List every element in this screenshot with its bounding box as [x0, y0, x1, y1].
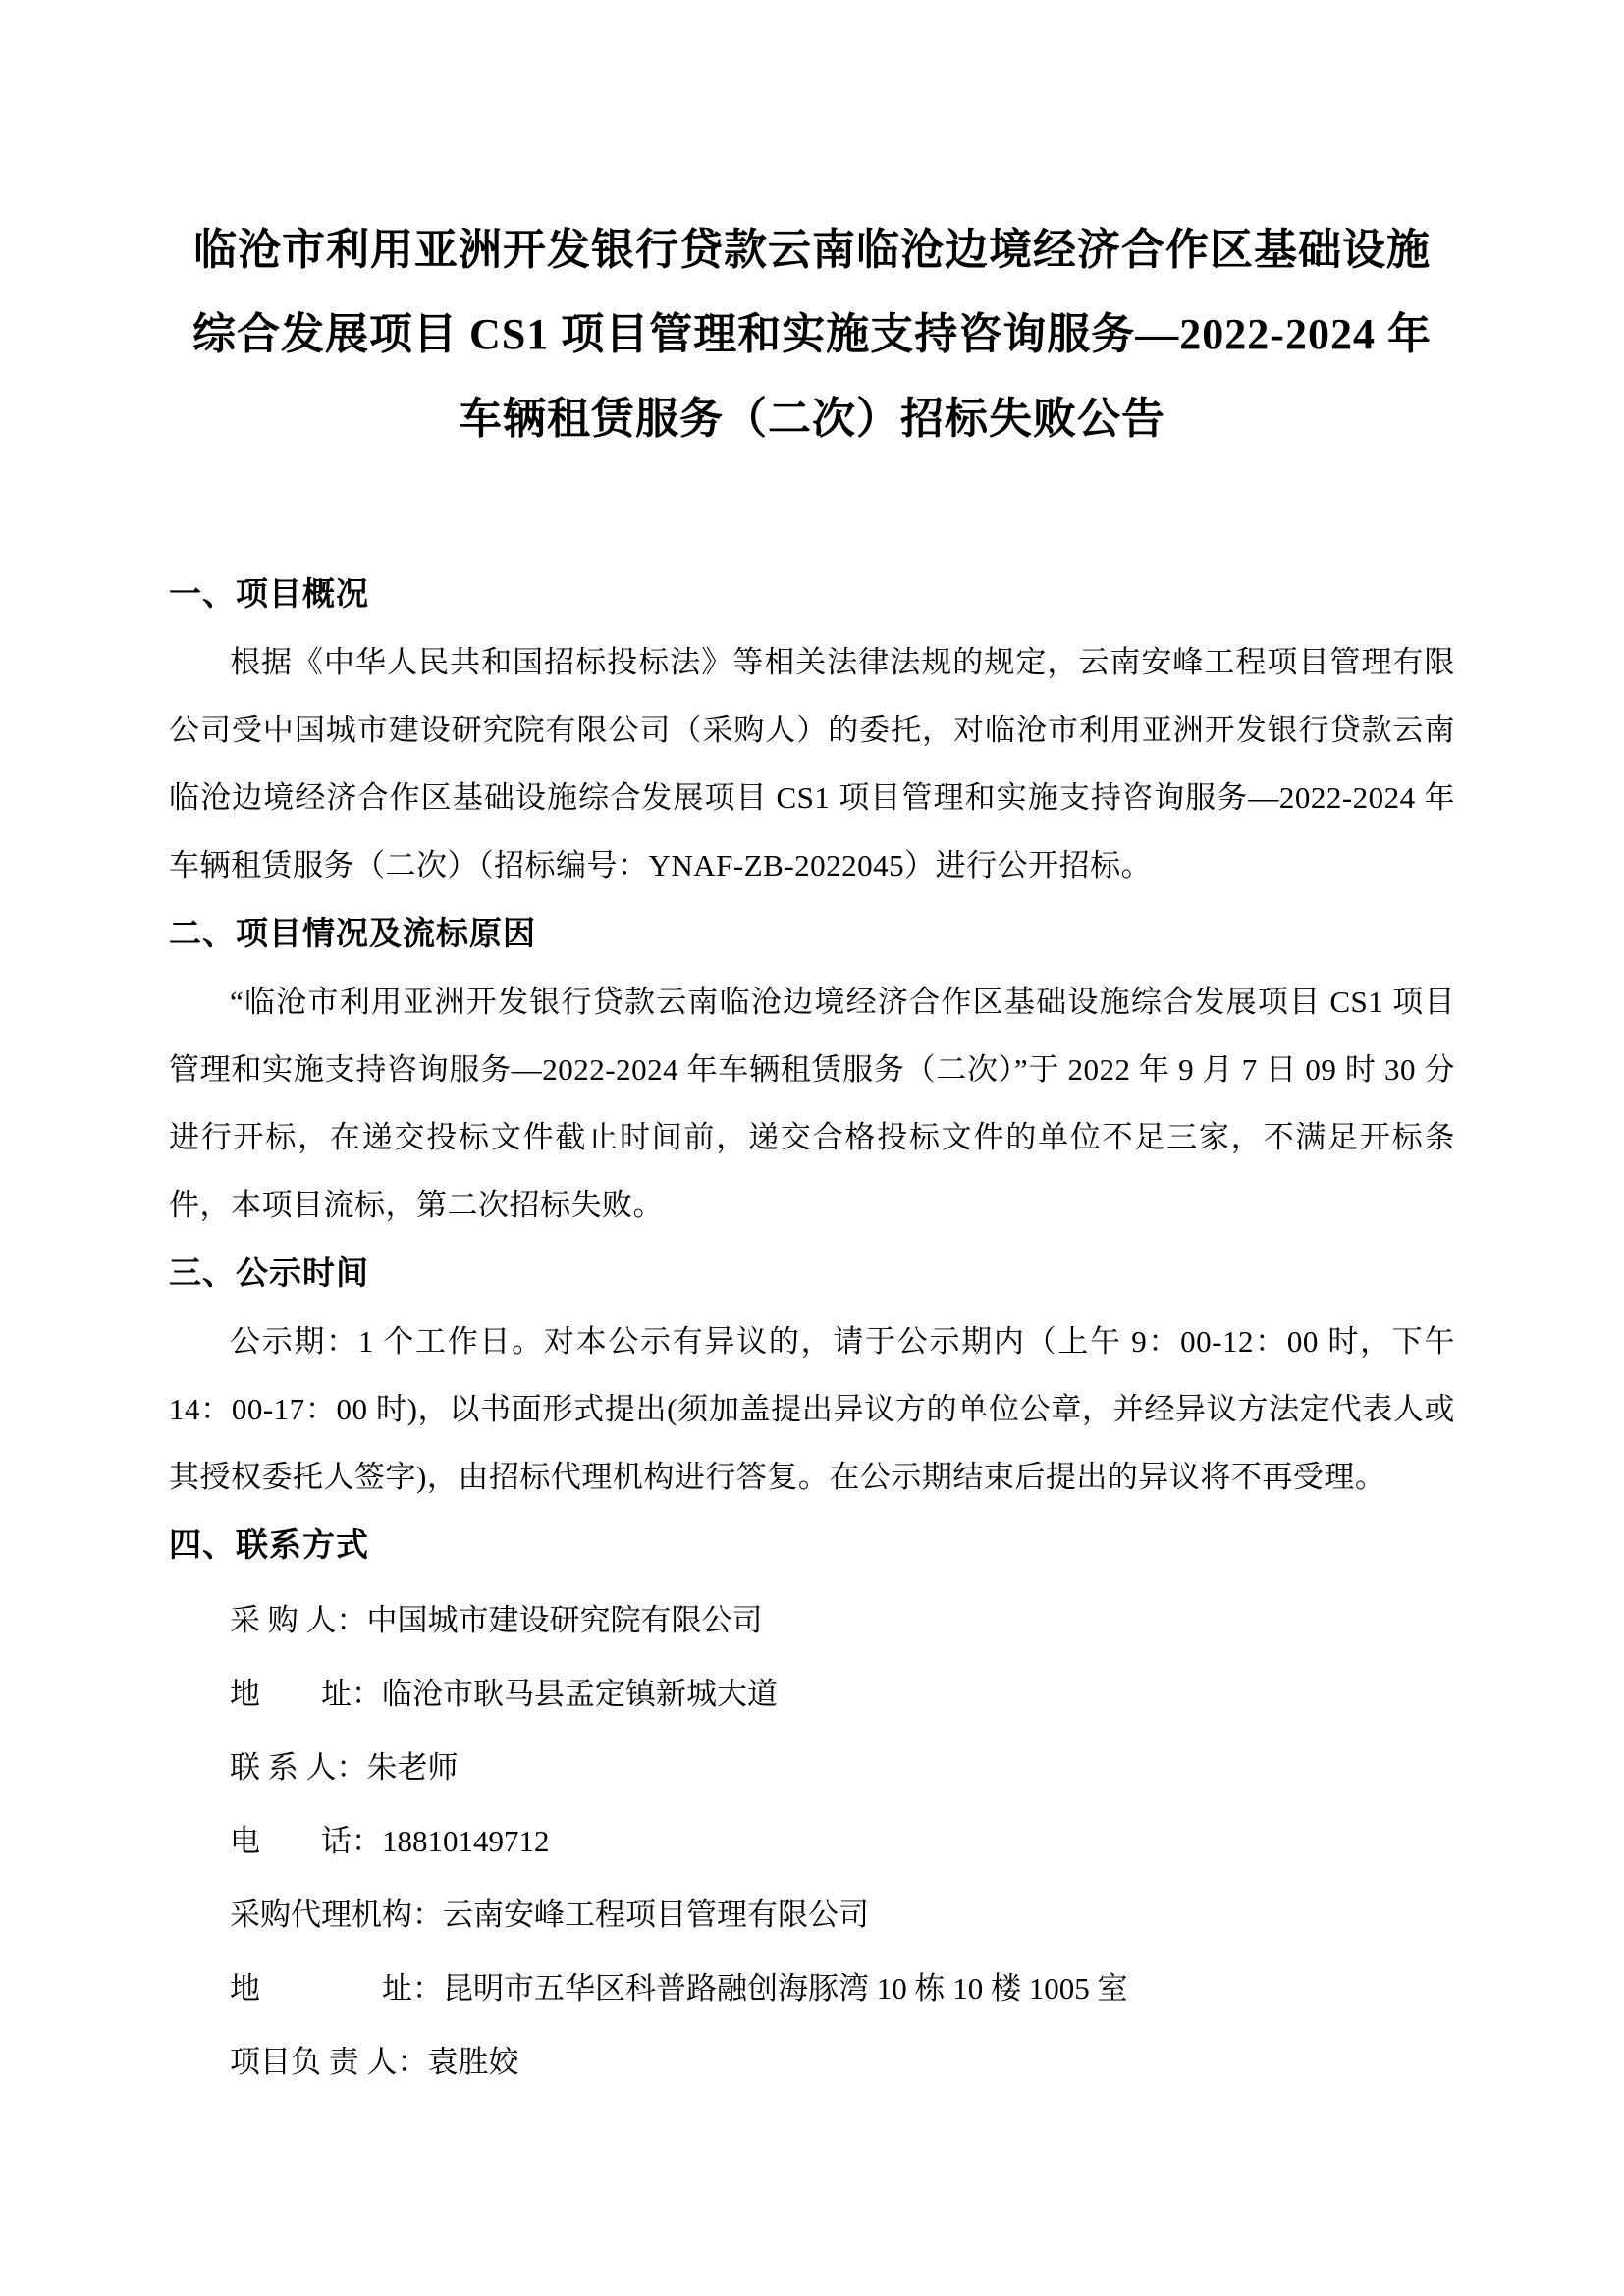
contact-label-purchaser: 采 购 人： — [230, 1603, 367, 1637]
title-line-3: 车辆租赁服务（二次）招标失败公告 — [459, 395, 1165, 443]
contact-value-purchaser: 中国城市建设研究院有限公司 — [366, 1603, 763, 1637]
contact-label-agency-address: 地 址： — [230, 1971, 443, 2005]
contact-row-address — [169, 1657, 1455, 1731]
contact-row-contact-person — [169, 1731, 1455, 1804]
document-title — [169, 208, 1455, 461]
contact-list — [169, 1583, 1455, 2099]
contact-value-project-manager: 袁胜姣 — [427, 2045, 519, 2079]
contact-label-agency: 采购代理机构： — [230, 1897, 443, 1932]
section-heading-2: 二、项目情况及流标原因 — [169, 915, 536, 951]
contact-row-agency-address — [169, 1951, 1455, 2025]
section-project-overview — [169, 560, 1455, 899]
section-3-paragraph: 公示期：1 个工作日。对本公示有异议的，请于公示期内（上午 9：00-12：00 时，下午 14：00-17：00 时)，以书面形式提出(须加盖提出异议方的单位公章，并经异议方法定代表人或其授权委托人签字)，由招标代理机构进行答复。在公示期结束后提出的异议将不再受理。 — [169, 1324, 1455, 1494]
title-line-2: 综合发展项目 CS1 项目管理和实施支持咨询服务—2022-2024 年 — [192, 310, 1432, 358]
section-1-paragraph: 根据《中华人民共和国招标投标法》等相关法律法规的规定，云南安峰工程项目管理有限公司受中国城市建设研究院有限公司（采购人）的委托，对临沧市利用亚洲开发银行贷款云南临沧边境经济合作区基础设施综合发展项目 CS1 项目管理和实施支持咨询服务—2022-2024 年车辆租赁服务（二次）（招标编号：YNAF-ZB-2022045）进行公开招标。 — [169, 645, 1455, 882]
section-failure-reason — [169, 899, 1455, 1239]
contact-value-contact-person: 朱老师 — [366, 1750, 459, 1785]
contact-row-project-manager — [169, 2025, 1455, 2099]
section-contact-info — [169, 1511, 1455, 2099]
section-publicity-period — [169, 1239, 1455, 1511]
contact-label-address: 地 址： — [230, 1677, 382, 1711]
contact-value-agency-address: 昆明市五华区科普路融创海豚湾 10 栋 10 楼 1005 室 — [443, 1971, 1128, 2005]
contact-row-phone — [169, 1804, 1455, 1878]
document-body — [169, 560, 1455, 2099]
section-heading-3: 三、公示时间 — [169, 1255, 369, 1291]
contact-value-agency: 云南安峰工程项目管理有限公司 — [443, 1897, 869, 1932]
title-line-1: 临沧市利用亚洲开发银行贷款云南临沧边境经济合作区基础设施 — [193, 226, 1431, 274]
section-2-paragraph: “临沧市利用亚洲开发银行贷款云南临沧边境经济合作区基础设施综合发展项目 CS1 项目管理和实施支持咨询服务—2022-2024 年车辆租赁服务（二次）”于 2022 年 9 月 7 日 09 时 30 分进行开标，在递交投标文件截止时间前，递交合格投标文件的单位不足三家，不满足开标条件，本项目流标，第二次招标失败。 — [169, 985, 1455, 1222]
contact-value-address: 临沧市耿马县孟定镇新城大道 — [382, 1677, 778, 1711]
contact-row-agency — [169, 1878, 1455, 1951]
contact-label-contact-person: 联 系 人： — [230, 1750, 367, 1785]
contact-label-project-manager: 项目负 责 人： — [230, 2045, 428, 2079]
contact-label-phone: 电 话： — [230, 1824, 382, 1858]
section-heading-4: 四、联系方式 — [169, 1526, 369, 1563]
section-heading-1: 一、项目概况 — [169, 575, 369, 612]
contact-value-phone: 18810149712 — [382, 1824, 550, 1858]
contact-row-purchaser — [169, 1583, 1455, 1657]
